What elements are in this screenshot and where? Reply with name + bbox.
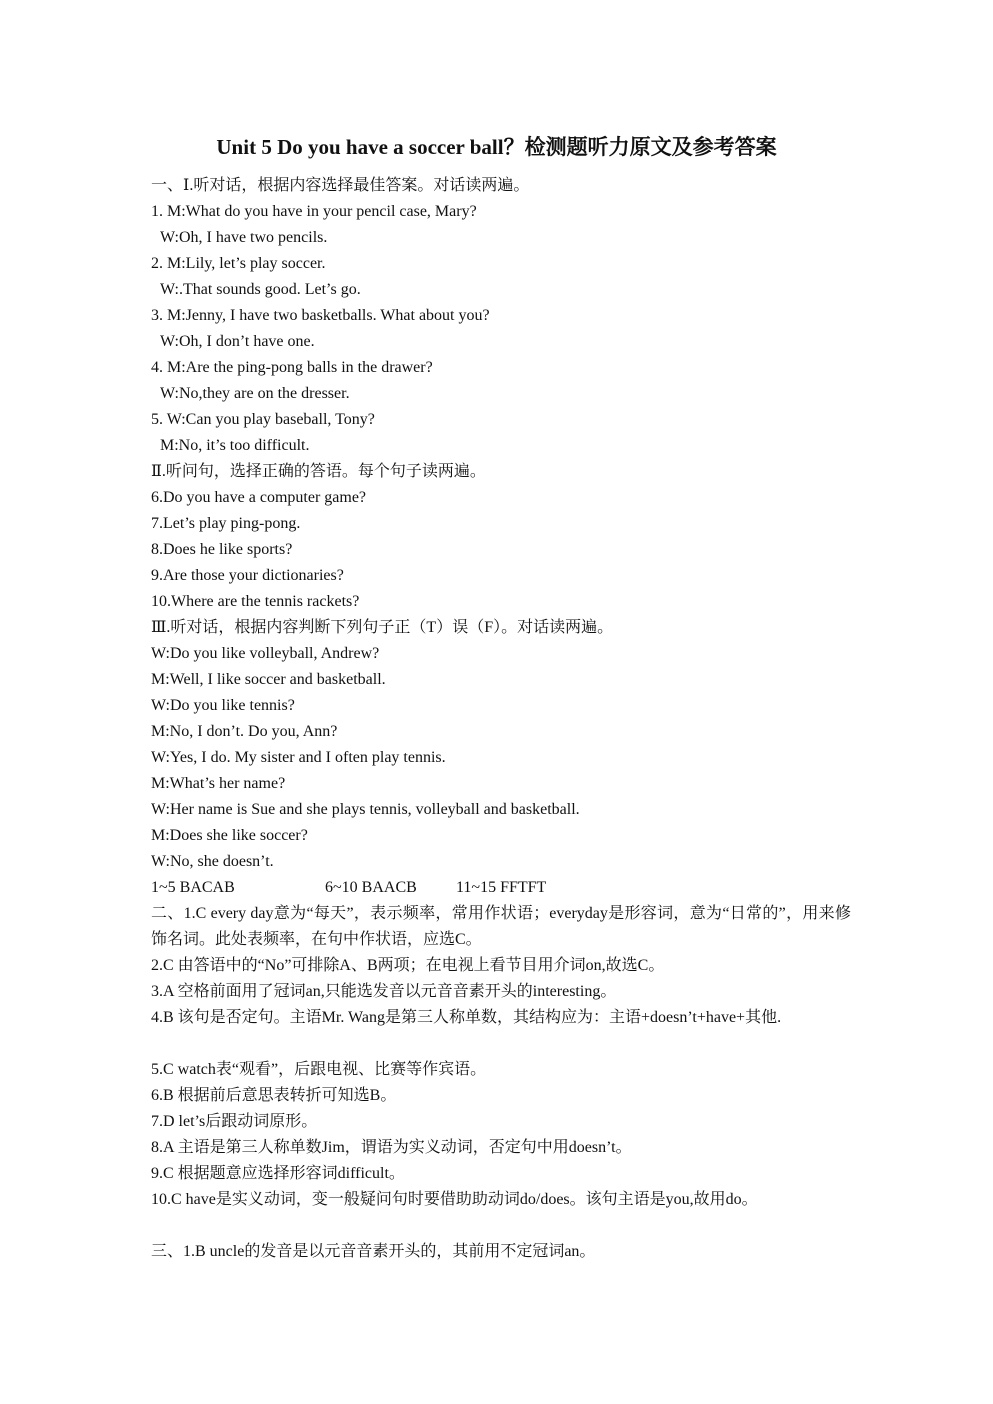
explanation-item: 9.C 根据题意应选择形容词difficult。 (151, 1165, 405, 1182)
dialogue-line: 1. M:What do you have in your pencil case, Mary? (151, 203, 477, 220)
dialogue-line: 3. M:Jenny, I have two basketballs. What about you? (151, 307, 490, 324)
section-heading: Ⅱ.听问句，选择正确的答语。每个句子读两遍。 (151, 463, 486, 480)
question-line: 6.Do you have a computer game? (151, 489, 367, 506)
conversation-line: W:Yes, I do. My sister and I often play tennis. (151, 749, 446, 766)
question-line: 8.Does he like sports? (151, 541, 293, 558)
question-line: 9.Are those your dictionaries? (151, 567, 344, 584)
dialogue-line: M:No, it’s too difficult. (160, 437, 310, 454)
blank-line (151, 1213, 851, 1239)
dialogue-line: W:.That sounds good. Let’s go. (160, 281, 361, 298)
conversation-line: M:No, I don’t. Do you, Ann? (151, 723, 338, 740)
answer-key-row (151, 875, 851, 901)
conversation-line: W:No, she doesn’t. (151, 853, 274, 870)
answer-key-1-5: 1~5 BACAB (151, 879, 235, 896)
document-body (151, 173, 851, 1265)
dialogue-line: W:Oh, I have two pencils. (160, 229, 328, 246)
conversation-line: M:Well, I like soccer and basketball. (151, 671, 386, 688)
conversation-line: W:Her name is Sue and she plays tennis, volleyball and basketball. (151, 801, 580, 818)
dialogue-line: W:No,they are on the dresser. (160, 385, 350, 402)
question-line: 10.Where are the tennis rackets? (151, 593, 360, 610)
explanation-item: 7.D let’s后跟动词原形。 (151, 1113, 318, 1130)
dialogue-line: 2. M:Lily, let’s play soccer. (151, 255, 326, 272)
explanation-item: 6.B 根据前后意思表转折可知选B。 (151, 1087, 397, 1104)
explanation-item: 4.B 该句是否定句。主语Mr. Wang是第三人称单数，其结构应为：主语+doesn’t+have+其他. (151, 1009, 782, 1026)
explanation-item: 8.A 主语是第三人称单数Jim，谓语为实义动词，否定句中用doesn’t。 (151, 1139, 632, 1156)
explanation-item: 5.C watch表“观看”，后跟电视、比赛等作宾语。 (151, 1061, 487, 1078)
conversation-line: M:What’s her name? (151, 775, 286, 792)
explanation-item: 3.A 空格前面用了冠词an,只能选发音以元音音素开头的interesting。 (151, 983, 617, 1000)
explanation-item: 三、1.B uncle的发音是以元音音素开头的，其前用不定冠词an。 (151, 1243, 596, 1260)
answer-key-11-15: 11~15 FFTFT (456, 879, 547, 896)
document-title: Unit 5 Do you have a soccer ball？检测题听力原文及参考答案 (216, 135, 777, 159)
explanation-item: 10.C have是实义动词，变一般疑问句时要借助助动词do/does。该句主语是you,故用do。 (151, 1191, 758, 1208)
section-heading: 一、Ⅰ.听对话，根据内容选择最佳答案。对话读两遍。 (151, 177, 530, 194)
explanation-item: 2.C 由答语中的“No”可排除A、B两项；在电视上看节目用介词on,故选C。 (151, 957, 665, 974)
dialogue-line: W:Oh, I don’t have one. (160, 333, 315, 350)
dialogue-line: 4. M:Are the ping-pong balls in the drawer? (151, 359, 433, 376)
dialogue-line: 5. W:Can you play baseball, Tony? (151, 411, 375, 428)
conversation-line: M:Does she like soccer? (151, 827, 308, 844)
question-line: 7.Let’s play ping-pong. (151, 515, 301, 532)
conversation-line: W:Do you like volleyball, Andrew? (151, 645, 380, 662)
section-heading: Ⅲ.听对话，根据内容判断下列句子正（T）误（F）。对话读两遍。 (151, 619, 614, 636)
explanation-item: 二、1.C every day意为“每天”，表示频率，常用作状语；everyday是形容词，意为“日常的”，用来修饰名词。此处表频率，在句中作状语，应选C。 (151, 905, 851, 948)
conversation-line: W:Do you like tennis? (151, 697, 295, 714)
answer-key-6-10: 6~10 BAACB (325, 879, 417, 896)
